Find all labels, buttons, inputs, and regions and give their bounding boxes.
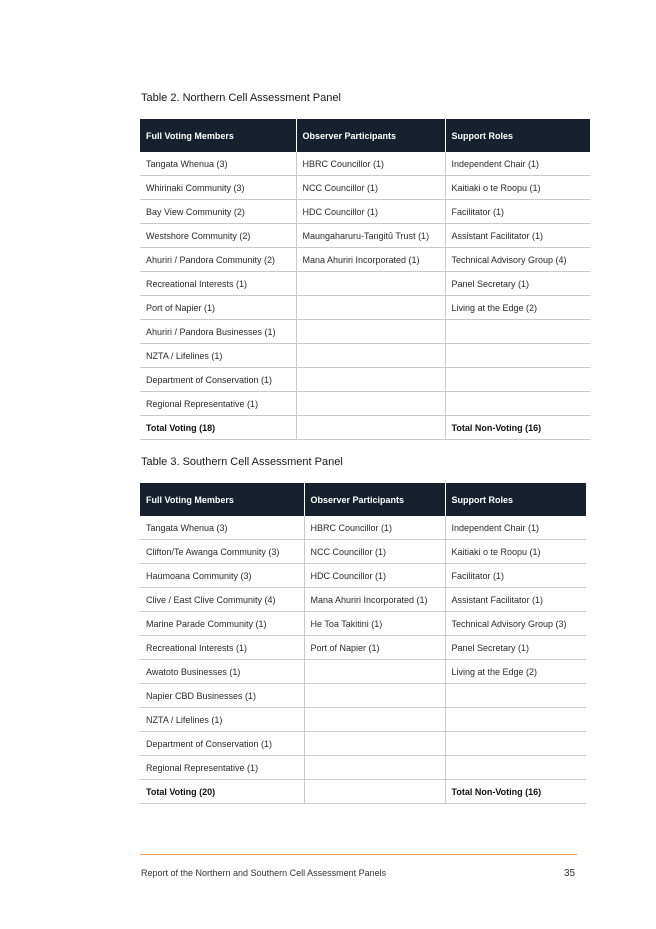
table-cell <box>445 368 590 392</box>
table-row <box>140 224 590 248</box>
table-row <box>140 684 586 708</box>
table-cell: HBRC Councillor (1) <box>296 152 445 176</box>
table-cell: Port of Napier (1) <box>304 636 445 660</box>
table-row <box>140 296 590 320</box>
table-row <box>140 660 586 684</box>
table-cell <box>296 392 445 416</box>
table-cell: Independent Chair (1) <box>445 152 590 176</box>
table-cell <box>296 272 445 296</box>
table-cell <box>445 756 586 780</box>
table-cell: Recreational Interests (1) <box>140 636 304 660</box>
table-row <box>140 248 590 272</box>
column-header: Full Voting Members <box>140 483 304 516</box>
page-number: 35 <box>564 868 576 879</box>
column-header: Observer Participants <box>304 483 445 516</box>
total-cell: Total Non-Voting (16) <box>445 416 590 440</box>
table-cell: Panel Secretary (1) <box>445 272 590 296</box>
table-cell <box>304 756 445 780</box>
column-header: Support Roles <box>445 119 590 152</box>
total-cell <box>296 416 445 440</box>
northern-cell-table <box>140 119 590 440</box>
table-row <box>140 588 586 612</box>
table-cell: Technical Advisory Group (4) <box>445 248 590 272</box>
table-cell <box>304 684 445 708</box>
table-cell: Haumoana Community (3) <box>140 564 304 588</box>
total-cell: Total Voting (20) <box>140 780 304 804</box>
table-row <box>140 516 586 540</box>
table-row <box>140 732 586 756</box>
total-row <box>140 780 586 804</box>
table-row <box>140 344 590 368</box>
table-cell: Independent Chair (1) <box>445 516 586 540</box>
total-cell: Total Non-Voting (16) <box>445 780 586 804</box>
table-row <box>140 540 586 564</box>
table-cell: Clifton/Te Awanga Community (3) <box>140 540 304 564</box>
table-cell: Mana Ahuriri Incorporated (1) <box>304 588 445 612</box>
table-cell: Recreational Interests (1) <box>140 272 296 296</box>
table-cell <box>445 392 590 416</box>
column-header: Observer Participants <box>296 119 445 152</box>
table-cell <box>296 344 445 368</box>
total-cell: Total Voting (18) <box>140 416 296 440</box>
table-cell: Tangata Whenua (3) <box>140 152 296 176</box>
footer-title: Report of the Northern and Southern Cell Assessment Panels <box>141 868 387 878</box>
table-cell: NCC Councillor (1) <box>296 176 445 200</box>
total-cell <box>304 780 445 804</box>
table-row <box>140 152 590 176</box>
table-cell: Westshore Community (2) <box>140 224 296 248</box>
table-cell <box>445 708 586 732</box>
table-cell: Maungaharuru-Tangitū Trust (1) <box>296 224 445 248</box>
table-cell: Regional Representative (1) <box>140 392 296 416</box>
table-row <box>140 756 586 780</box>
table-row <box>140 564 586 588</box>
table-cell: Facilitator (1) <box>445 564 586 588</box>
table-cell <box>445 320 590 344</box>
table-cell: Ahuriri / Pandora Businesses (1) <box>140 320 296 344</box>
table-cell: Tangata Whenua (3) <box>140 516 304 540</box>
table-cell <box>296 320 445 344</box>
table-cell: HDC Councillor (1) <box>304 564 445 588</box>
table-cell: Ahuriri / Pandora Community (2) <box>140 248 296 272</box>
table-cell <box>445 732 586 756</box>
table-row <box>140 612 586 636</box>
table-cell: Mana Ahuriri Incorporated (1) <box>296 248 445 272</box>
total-row <box>140 416 590 440</box>
table-cell: Living at the Edge (2) <box>445 296 590 320</box>
table-row <box>140 368 590 392</box>
table-cell: Napier CBD Businesses (1) <box>140 684 304 708</box>
table-cell: NCC Councillor (1) <box>304 540 445 564</box>
table-cell <box>296 296 445 320</box>
table-cell: Assistant Facilitator (1) <box>445 224 590 248</box>
table-row <box>140 708 586 732</box>
southern-cell-table <box>140 483 586 804</box>
table-cell: Living at the Edge (2) <box>445 660 586 684</box>
table-cell: Clive / East Clive Community (4) <box>140 588 304 612</box>
table-cell: Kaitiaki o te Roopu (1) <box>445 540 586 564</box>
table-row <box>140 176 590 200</box>
table-cell: NZTA / Lifelines (1) <box>140 344 296 368</box>
table-cell: Whirinaki Community (3) <box>140 176 296 200</box>
table-cell: HBRC Councillor (1) <box>304 516 445 540</box>
table-cell: He Toa Takitini (1) <box>304 612 445 636</box>
table-row <box>140 272 590 296</box>
table-cell: Kaitiaki o te Roopu (1) <box>445 176 590 200</box>
column-header: Support Roles <box>445 483 586 516</box>
table-row <box>140 392 590 416</box>
table-cell: Facilitator (1) <box>445 200 590 224</box>
table-cell <box>304 708 445 732</box>
table-cell: Assistant Facilitator (1) <box>445 588 586 612</box>
table2-caption: Table 2. Northern Cell Assessment Panel <box>141 92 341 104</box>
table-cell <box>304 732 445 756</box>
table-cell: Department of Conservation (1) <box>140 732 304 756</box>
table-cell: Regional Representative (1) <box>140 756 304 780</box>
table-cell <box>445 344 590 368</box>
column-header: Full Voting Members <box>140 119 296 152</box>
table-cell <box>296 368 445 392</box>
table-cell: Marine Parade Community (1) <box>140 612 304 636</box>
footer-divider <box>140 854 577 855</box>
table-cell: Department of Conservation (1) <box>140 368 296 392</box>
table-cell: Panel Secretary (1) <box>445 636 586 660</box>
table3-caption: Table 3. Southern Cell Assessment Panel <box>141 456 343 468</box>
table-row <box>140 636 586 660</box>
table-row <box>140 320 590 344</box>
table-cell: HDC Councillor (1) <box>296 200 445 224</box>
table-cell: Technical Advisory Group (3) <box>445 612 586 636</box>
table-cell: NZTA / Lifelines (1) <box>140 708 304 732</box>
table-cell: Awatoto Businesses (1) <box>140 660 304 684</box>
table-cell: Bay View Community (2) <box>140 200 296 224</box>
table-cell <box>445 684 586 708</box>
table-cell <box>304 660 445 684</box>
table-cell: Port of Napier (1) <box>140 296 296 320</box>
table-row <box>140 200 590 224</box>
